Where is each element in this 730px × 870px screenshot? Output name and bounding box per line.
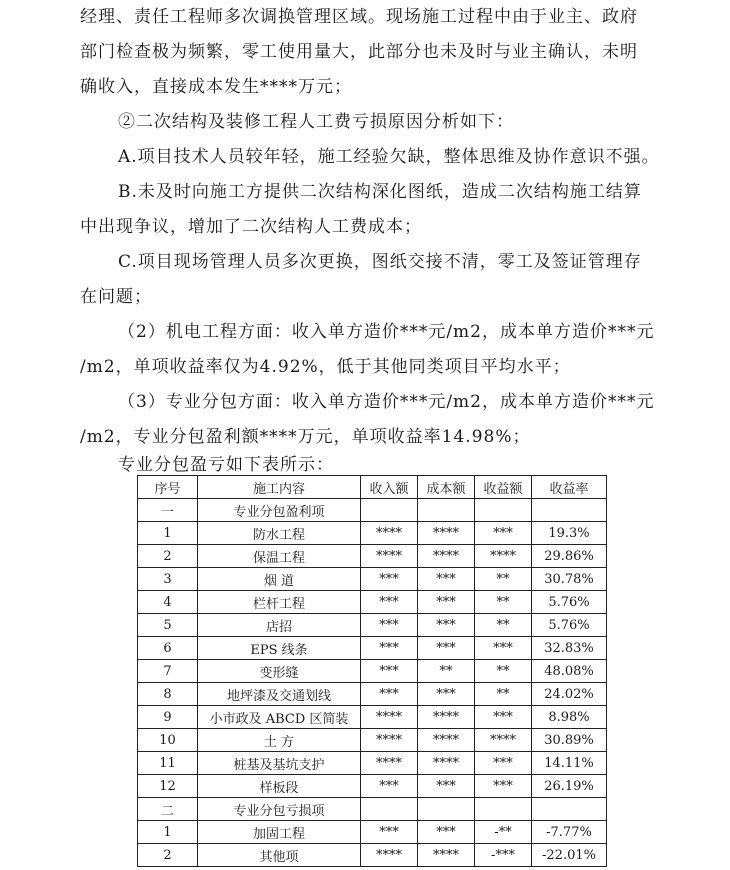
cell-rate: 5.76% (532, 614, 607, 637)
cell-no: 1 (138, 522, 198, 545)
table-row (138, 637, 607, 660)
cell-content: 栏杆工程 (198, 591, 361, 614)
cell-profit: ** (475, 614, 532, 637)
cell-rate: 30.78% (532, 568, 607, 591)
cell-cost: ** (418, 660, 475, 683)
cell-content: 变形缝 (198, 660, 361, 683)
cell-cost: *** (418, 637, 475, 660)
text-line: 在问题； (80, 287, 152, 307)
cell-no: 1 (138, 821, 198, 844)
cell-income: *** (361, 614, 418, 637)
paragraph (80, 245, 670, 315)
cell-income: *** (361, 683, 418, 706)
table-caption: 专业分包盈亏如下表所示： (118, 455, 334, 475)
cell-content: 小市政及 ABCD 区简装 (198, 706, 361, 729)
cell-cost: **** (418, 545, 475, 568)
table-row (138, 775, 607, 798)
cell-no: 10 (138, 729, 198, 752)
cell-content: 其他项 (198, 844, 361, 867)
cell-content: 样板段 (198, 775, 361, 798)
table-row (138, 545, 607, 568)
cell-no: 7 (138, 660, 198, 683)
cell-content: 烟 道 (198, 568, 361, 591)
cell-income (361, 798, 418, 821)
cell-profit: *** (475, 637, 532, 660)
table-row (138, 821, 607, 844)
cell-profit: -*** (475, 844, 532, 867)
cell-profit: **** (475, 545, 532, 568)
cell-cost: *** (418, 683, 475, 706)
table-header-row (138, 476, 607, 499)
text-line: 经理、责任工程师多次调换管理区域。现场施工过程中由于业主、政府 (80, 7, 638, 27)
table-row (138, 591, 607, 614)
cell-rate: 29.86% (532, 545, 607, 568)
cell-income: *** (361, 568, 418, 591)
table-row (138, 568, 607, 591)
cell-profit: *** (475, 752, 532, 775)
cell-income: *** (361, 637, 418, 660)
cell-profit: *** (475, 775, 532, 798)
paragraph (80, 105, 670, 140)
table-row (138, 844, 607, 867)
table-row (138, 683, 607, 706)
cell-rate: 19.3% (532, 522, 607, 545)
cell-content: 店招 (198, 614, 361, 637)
cell-profit: -** (475, 821, 532, 844)
cell-content: EPS 线条 (198, 637, 361, 660)
cell-profit: ** (475, 591, 532, 614)
cell-cost: **** (418, 729, 475, 752)
cell-income: *** (361, 591, 418, 614)
cell-income: **** (361, 522, 418, 545)
text-line: /m2，专业分包盈利额****万元，单项收益率14.98%； (80, 427, 531, 447)
cell-no: 3 (138, 568, 198, 591)
cell-income: *** (361, 821, 418, 844)
cell-no: 一 (138, 499, 198, 522)
cell-no: 4 (138, 591, 198, 614)
col-header-income: 收入额 (361, 476, 418, 499)
cell-rate: 5.76% (532, 591, 607, 614)
cell-cost: *** (418, 568, 475, 591)
subcontract-table (137, 475, 607, 867)
paragraph (80, 175, 670, 245)
cell-profit: **** (475, 729, 532, 752)
cell-income: *** (361, 660, 418, 683)
cell-profit: ** (475, 660, 532, 683)
cell-content: 地坪漆及交通划线 (198, 683, 361, 706)
cell-rate (532, 798, 607, 821)
cell-no: 6 (138, 637, 198, 660)
cell-content: 保温工程 (198, 545, 361, 568)
cell-profit (475, 499, 532, 522)
cell-profit: ** (475, 568, 532, 591)
paragraph (80, 140, 670, 175)
cell-cost: **** (418, 706, 475, 729)
cell-no: 2 (138, 545, 198, 568)
text-line: 部门检查极为频繁，零工使用量大，此部分也未及时与业主确认，未明 (80, 42, 638, 62)
table-row (138, 706, 607, 729)
cell-rate: 14.11% (532, 752, 607, 775)
cell-cost: *** (418, 591, 475, 614)
cell-profit (475, 798, 532, 821)
cell-income (361, 499, 418, 522)
paragraph (80, 385, 670, 455)
cell-rate: 30.89% (532, 729, 607, 752)
cell-cost: **** (418, 752, 475, 775)
cell-income: **** (361, 706, 418, 729)
col-header-cost: 成本额 (418, 476, 475, 499)
cell-profit: ** (475, 683, 532, 706)
cell-content: 专业分包亏损项 (198, 798, 361, 821)
text-line: 中出现争议，增加了二次结构人工费成本； (80, 217, 422, 237)
cell-cost: **** (418, 522, 475, 545)
cell-no: 8 (138, 683, 198, 706)
cell-cost (418, 798, 475, 821)
col-header-profit: 收益额 (475, 476, 532, 499)
col-header-rate: 收益率 (532, 476, 607, 499)
cell-content: 土 方 (198, 729, 361, 752)
cell-no: 11 (138, 752, 198, 775)
cell-no: 二 (138, 798, 198, 821)
cell-income: **** (361, 729, 418, 752)
cell-no: 2 (138, 844, 198, 867)
paragraph (80, 0, 670, 105)
cell-rate: 24.02% (532, 683, 607, 706)
text-line: （3）专业分包方面：收入单方造价***元/m2，成本单方造价***元 (118, 392, 655, 412)
cell-rate: 48.08% (532, 660, 607, 683)
cell-content: 加固工程 (198, 821, 361, 844)
cell-profit: *** (475, 522, 532, 545)
cell-profit: *** (475, 706, 532, 729)
cell-rate: -22.01% (532, 844, 607, 867)
cell-no: 12 (138, 775, 198, 798)
table-row (138, 499, 607, 522)
cell-income: **** (361, 752, 418, 775)
cell-rate: 8.98% (532, 706, 607, 729)
paragraph (80, 315, 670, 385)
cell-income: *** (361, 775, 418, 798)
table-row (138, 798, 607, 821)
cell-cost: *** (418, 614, 475, 637)
text-line: （2）机电工程方面：收入单方造价***元/m2，成本单方造价***元 (118, 322, 655, 342)
cell-rate: 32.83% (532, 637, 607, 660)
text-line: C.项目现场管理人员多次更换，图纸交接不清，零工及签证管理存 (118, 252, 642, 272)
cell-content: 专业分包盈利项 (198, 499, 361, 522)
cell-cost: *** (418, 821, 475, 844)
cell-income: **** (361, 545, 418, 568)
text-line: 确收入，直接成本发生****万元； (80, 77, 352, 97)
table-row (138, 522, 607, 545)
cell-income: **** (361, 844, 418, 867)
cell-rate: -7.77% (532, 821, 607, 844)
cell-content: 桩基及基坑支护 (198, 752, 361, 775)
cell-cost: *** (418, 775, 475, 798)
col-header-no: 序号 (138, 476, 198, 499)
text-line: B.未及时向施工方提供二次结构深化图纸，造成二次结构施工结算 (118, 182, 642, 202)
col-header-content: 施工内容 (198, 476, 361, 499)
text-line: ②二次结构及装修工程人工费亏损原因分析如下： (118, 112, 514, 132)
table-row (138, 614, 607, 637)
table-row (138, 660, 607, 683)
cell-cost (418, 499, 475, 522)
cell-rate: 26.19% (532, 775, 607, 798)
cell-rate (532, 499, 607, 522)
table-row (138, 752, 607, 775)
table-row (138, 729, 607, 752)
cell-content: 防水工程 (198, 522, 361, 545)
text-line: A.项目技术人员较年轻，施工经验欠缺，整体思维及协作意识不强。 (118, 147, 660, 167)
text-line: /m2，单项收益率仅为4.92%，低于其他同类项目平均水平； (80, 357, 571, 377)
table-body (138, 499, 607, 867)
cell-cost: **** (418, 844, 475, 867)
cell-no: 5 (138, 614, 198, 637)
cell-no: 9 (138, 706, 198, 729)
